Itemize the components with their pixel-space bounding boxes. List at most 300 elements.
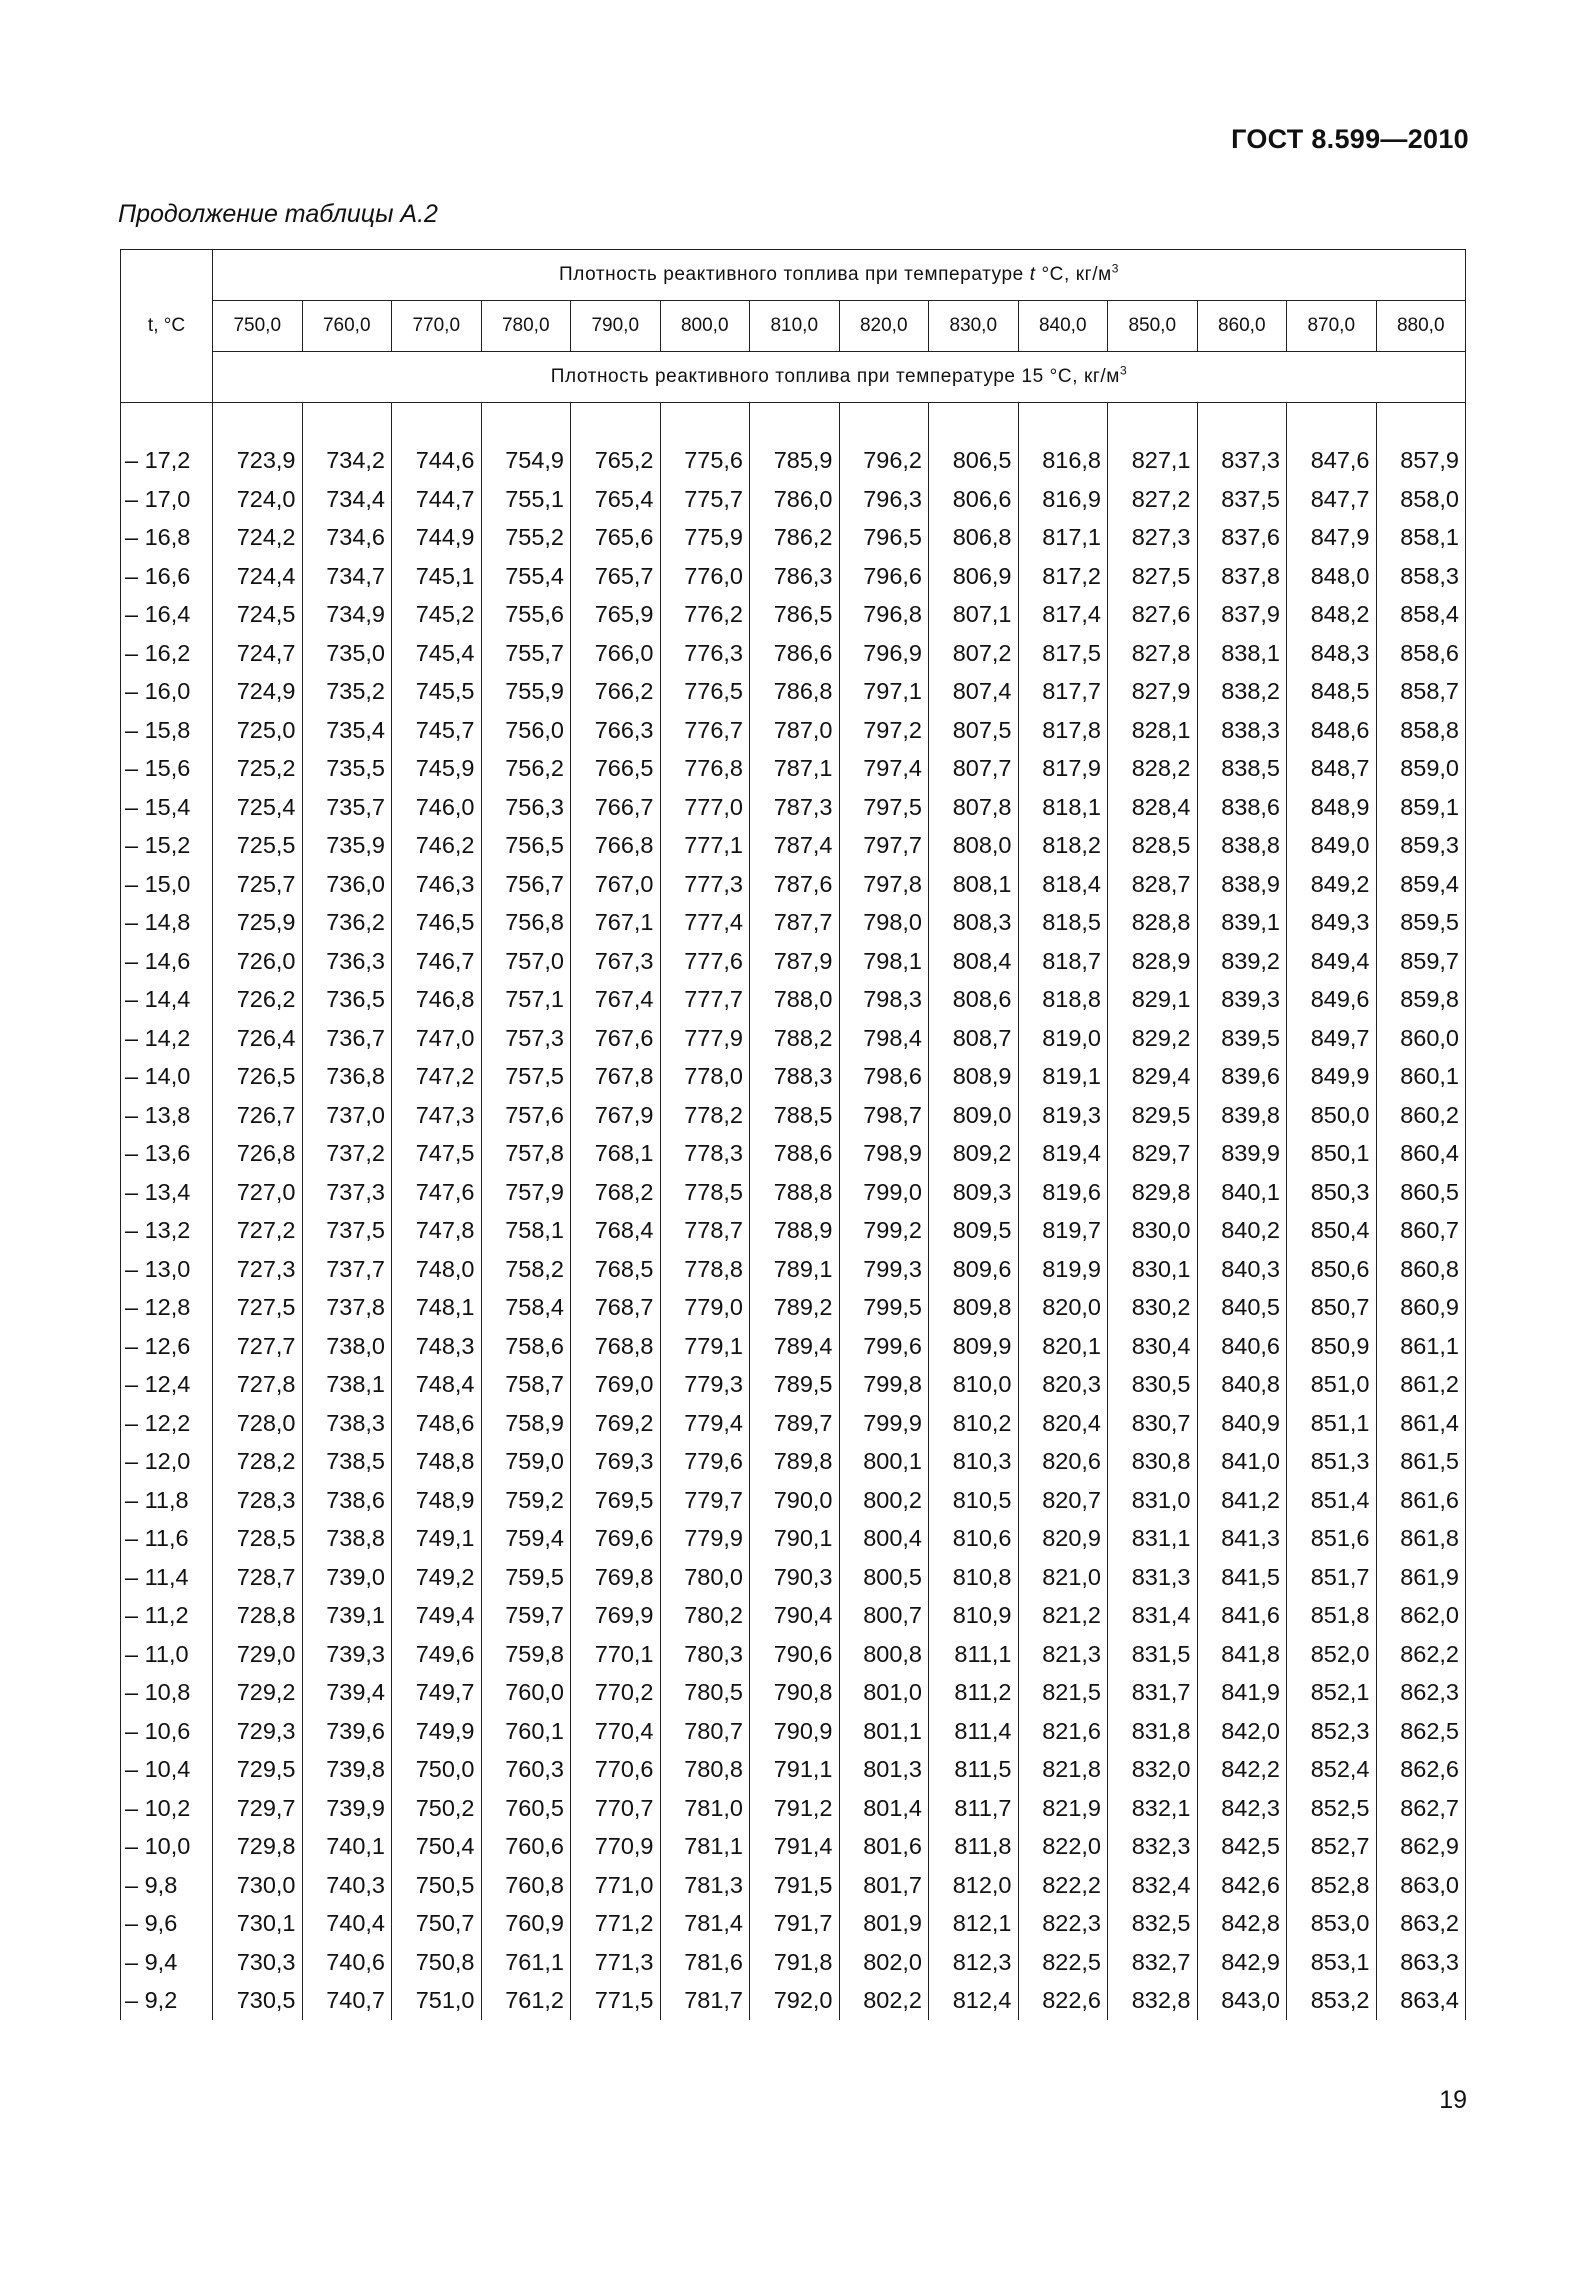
density-cell: 745,9	[392, 750, 482, 789]
temperature-cell: – 10,0	[121, 1828, 213, 1867]
density-cell: 849,0	[1287, 827, 1377, 866]
density-cell: 829,4	[1108, 1058, 1198, 1097]
temperature-cell: – 12,6	[121, 1327, 213, 1366]
density-cell: 768,7	[571, 1289, 661, 1328]
density-cell: 789,8	[750, 1443, 840, 1482]
temperature-cell: – 10,2	[121, 1789, 213, 1828]
density-cell: 827,3	[1108, 519, 1198, 558]
density-cell: 798,4	[839, 1019, 929, 1058]
density-cell: 812,0	[929, 1866, 1019, 1905]
density-column-header: 760,0	[302, 301, 392, 352]
density-cell: 786,5	[750, 596, 840, 635]
density-cell: 771,5	[571, 1982, 661, 2021]
spacer-cell	[1018, 403, 1108, 442]
spacer-cell	[121, 403, 213, 442]
density-cell: 842,8	[1197, 1905, 1287, 1944]
density-cell: 806,5	[929, 442, 1019, 481]
density-cell: 780,0	[660, 1558, 750, 1597]
density-cell: 739,1	[302, 1597, 392, 1636]
density-cell: 829,1	[1108, 981, 1198, 1020]
density-cell: 808,3	[929, 904, 1019, 943]
density-cell: 837,8	[1197, 557, 1287, 596]
density-cell: 802,2	[839, 1982, 929, 2021]
spacer-cell	[839, 403, 929, 442]
density-cell: 808,9	[929, 1058, 1019, 1097]
density-cell: 740,6	[302, 1943, 392, 1982]
density-cell: 809,8	[929, 1289, 1019, 1328]
density-cell: 730,1	[213, 1905, 303, 1944]
density-cell: 798,1	[839, 942, 929, 981]
density-cell: 807,4	[929, 673, 1019, 712]
table-row	[121, 1635, 1466, 1674]
density-column-header: 770,0	[392, 301, 482, 352]
density-cell: 806,8	[929, 519, 1019, 558]
density-cell: 760,8	[481, 1866, 571, 1905]
density-cell: 788,6	[750, 1135, 840, 1174]
density-cell: 787,9	[750, 942, 840, 981]
density-cell: 828,7	[1108, 865, 1198, 904]
density-cell: 760,9	[481, 1905, 571, 1944]
density-cell: 830,8	[1108, 1443, 1198, 1482]
density-cell: 791,5	[750, 1866, 840, 1905]
density-cell: 789,5	[750, 1366, 840, 1405]
density-cell: 740,4	[302, 1905, 392, 1944]
density-cell: 848,7	[1287, 750, 1377, 789]
density-cell: 838,3	[1197, 711, 1287, 750]
density-cell: 725,5	[213, 827, 303, 866]
density-cell: 728,0	[213, 1404, 303, 1443]
density-cell: 820,7	[1018, 1481, 1108, 1520]
density-cell: 827,9	[1108, 673, 1198, 712]
density-cell: 810,8	[929, 1558, 1019, 1597]
density-cell: 726,2	[213, 981, 303, 1020]
density-cell: 842,5	[1197, 1828, 1287, 1867]
density-cell: 750,5	[392, 1866, 482, 1905]
temperature-cell: – 13,6	[121, 1135, 213, 1174]
density-cell: 831,7	[1108, 1674, 1198, 1713]
temperature-cell: – 17,2	[121, 442, 213, 481]
density-cell: 840,3	[1197, 1250, 1287, 1289]
density-cell: 728,7	[213, 1558, 303, 1597]
density-cell: 817,2	[1018, 557, 1108, 596]
table-row	[121, 750, 1466, 789]
density-cell: 736,7	[302, 1019, 392, 1058]
spacer-cell	[1287, 403, 1377, 442]
density-cell: 831,3	[1108, 1558, 1198, 1597]
density-cell: 822,0	[1018, 1828, 1108, 1867]
density-cell: 839,9	[1197, 1135, 1287, 1174]
density-cell: 799,3	[839, 1250, 929, 1289]
density-cell: 801,3	[839, 1751, 929, 1790]
temperature-cell: – 13,0	[121, 1250, 213, 1289]
density-cell: 797,1	[839, 673, 929, 712]
density-cell: 785,9	[750, 442, 840, 481]
density-cell: 789,2	[750, 1289, 840, 1328]
density-values-header-row	[121, 301, 1466, 352]
table-row	[121, 673, 1466, 712]
density-cell: 739,8	[302, 1751, 392, 1790]
density-cell: 837,9	[1197, 596, 1287, 635]
density-cell: 810,3	[929, 1443, 1019, 1482]
density-cell: 859,3	[1376, 827, 1466, 866]
density-cell: 849,3	[1287, 904, 1377, 943]
temperature-cell: – 15,8	[121, 711, 213, 750]
density-cell: 746,8	[392, 981, 482, 1020]
density-cell: 776,8	[660, 750, 750, 789]
density-cell: 725,2	[213, 750, 303, 789]
density-column-header: 790,0	[571, 301, 661, 352]
density-cell: 735,7	[302, 788, 392, 827]
density-cell: 860,4	[1376, 1135, 1466, 1174]
density-cell: 830,5	[1108, 1366, 1198, 1405]
density-cell: 860,8	[1376, 1250, 1466, 1289]
density-cell: 735,4	[302, 711, 392, 750]
density-cell: 765,4	[571, 480, 661, 519]
density-cell: 750,8	[392, 1943, 482, 1982]
density-cell: 777,1	[660, 827, 750, 866]
density-cell: 808,0	[929, 827, 1019, 866]
spacer-cell	[392, 403, 482, 442]
density-cell: 860,7	[1376, 1212, 1466, 1251]
density-cell: 725,9	[213, 904, 303, 943]
density-cell: 747,3	[392, 1096, 482, 1135]
density-cell: 799,9	[839, 1404, 929, 1443]
table-row	[121, 1289, 1466, 1328]
density-cell: 775,6	[660, 442, 750, 481]
density-cell: 832,3	[1108, 1828, 1198, 1867]
density-cell: 818,1	[1018, 788, 1108, 827]
density-cell: 747,5	[392, 1135, 482, 1174]
density-cell: 728,2	[213, 1443, 303, 1482]
table-row	[121, 788, 1466, 827]
density-cell: 738,5	[302, 1443, 392, 1482]
density-table	[120, 249, 1466, 2020]
density-cell: 746,3	[392, 865, 482, 904]
density-cell: 734,7	[302, 557, 392, 596]
density-cell: 758,1	[481, 1212, 571, 1251]
table-row	[121, 1481, 1466, 1520]
density-cell: 812,4	[929, 1982, 1019, 2021]
temperature-cell: – 10,4	[121, 1751, 213, 1790]
density-cell: 848,6	[1287, 711, 1377, 750]
density-cell: 759,8	[481, 1635, 571, 1674]
density-cell: 775,9	[660, 519, 750, 558]
density-cell: 817,4	[1018, 596, 1108, 635]
density-cell: 781,4	[660, 1905, 750, 1944]
density-cell: 769,9	[571, 1597, 661, 1636]
density-cell: 819,6	[1018, 1173, 1108, 1212]
density-cell: 760,0	[481, 1674, 571, 1713]
density-cell: 849,4	[1287, 942, 1377, 981]
density-column-header: 800,0	[660, 301, 750, 352]
density-cell: 756,3	[481, 788, 571, 827]
t-column-header: t, °C	[121, 250, 213, 403]
density-column-header: 750,0	[213, 301, 303, 352]
density-cell: 841,2	[1197, 1481, 1287, 1520]
density-cell: 831,4	[1108, 1597, 1198, 1636]
table-row	[121, 1096, 1466, 1135]
density-cell: 820,6	[1018, 1443, 1108, 1482]
density-cell: 797,2	[839, 711, 929, 750]
density-cell: 766,0	[571, 634, 661, 673]
density-cell: 729,5	[213, 1751, 303, 1790]
density-cell: 737,8	[302, 1289, 392, 1328]
density-cell: 755,1	[481, 480, 571, 519]
table-body	[121, 403, 1466, 2021]
density-cell: 760,1	[481, 1712, 571, 1751]
density-cell: 848,2	[1287, 596, 1377, 635]
density-cell: 862,6	[1376, 1751, 1466, 1790]
density-cell: 728,3	[213, 1481, 303, 1520]
density-cell: 749,1	[392, 1520, 482, 1559]
density-cell: 816,8	[1018, 442, 1108, 481]
table-row	[121, 480, 1466, 519]
density-cell: 822,3	[1018, 1905, 1108, 1944]
density-cell: 778,0	[660, 1058, 750, 1097]
table-row	[121, 1173, 1466, 1212]
density-cell: 747,8	[392, 1212, 482, 1251]
density-cell: 858,0	[1376, 480, 1466, 519]
density-cell: 730,5	[213, 1982, 303, 2021]
density-cell: 842,6	[1197, 1866, 1287, 1905]
density-cell: 724,0	[213, 480, 303, 519]
density-cell: 801,7	[839, 1866, 929, 1905]
density-cell: 818,5	[1018, 904, 1108, 943]
density-cell: 791,1	[750, 1751, 840, 1790]
density-cell: 757,0	[481, 942, 571, 981]
density-cell: 821,6	[1018, 1712, 1108, 1751]
density-cell: 860,9	[1376, 1289, 1466, 1328]
density-cell: 817,1	[1018, 519, 1108, 558]
density-cell: 775,7	[660, 480, 750, 519]
temperature-cell: – 17,0	[121, 480, 213, 519]
density-cell: 838,6	[1197, 788, 1287, 827]
density-cell: 739,6	[302, 1712, 392, 1751]
density-cell: 779,1	[660, 1327, 750, 1366]
density-cell: 858,7	[1376, 673, 1466, 712]
density-cell: 735,2	[302, 673, 392, 712]
density-cell: 765,2	[571, 442, 661, 481]
density-cell: 738,3	[302, 1404, 392, 1443]
density-at-15-header: Плотность реактивного топлива при температуре 15 °C, $кг/м^3$	[213, 352, 1466, 403]
temperature-cell: – 9,6	[121, 1905, 213, 1944]
density-cell: 790,9	[750, 1712, 840, 1751]
temperature-cell: – 11,0	[121, 1635, 213, 1674]
density-cell: 725,7	[213, 865, 303, 904]
density-cell: 734,9	[302, 596, 392, 635]
density-cell: 852,0	[1287, 1635, 1377, 1674]
density-cell: 778,3	[660, 1135, 750, 1174]
density-cell: 817,7	[1018, 673, 1108, 712]
density-cell: 787,1	[750, 750, 840, 789]
temperature-cell: – 12,0	[121, 1443, 213, 1482]
density-cell: 769,0	[571, 1366, 661, 1405]
density-cell: 759,0	[481, 1443, 571, 1482]
table-header	[121, 250, 1466, 403]
spacer-cell	[1108, 403, 1198, 442]
density-cell: 729,2	[213, 1674, 303, 1713]
density-cell: 727,7	[213, 1327, 303, 1366]
density-cell: 724,4	[213, 557, 303, 596]
density-cell: 841,3	[1197, 1520, 1287, 1559]
density-cell: 759,7	[481, 1597, 571, 1636]
density-cell: 801,1	[839, 1712, 929, 1751]
density-cell: 729,7	[213, 1789, 303, 1828]
density-cell: 811,4	[929, 1712, 1019, 1751]
table-row	[121, 557, 1466, 596]
density-cell: 786,3	[750, 557, 840, 596]
density-cell: 730,0	[213, 1866, 303, 1905]
density-cell: 755,6	[481, 596, 571, 635]
density-cell: 796,9	[839, 634, 929, 673]
density-cell: 839,1	[1197, 904, 1287, 943]
density-cell: 776,7	[660, 711, 750, 750]
density-cell: 838,9	[1197, 865, 1287, 904]
density-cell: 852,8	[1287, 1866, 1377, 1905]
density-cell: 734,6	[302, 519, 392, 558]
density-cell: 820,0	[1018, 1289, 1108, 1328]
density-cell: 736,0	[302, 865, 392, 904]
density-cell: 808,6	[929, 981, 1019, 1020]
density-cell: 849,9	[1287, 1058, 1377, 1097]
density-cell: 776,3	[660, 634, 750, 673]
density-cell: 832,0	[1108, 1751, 1198, 1790]
temperature-cell: – 12,8	[121, 1289, 213, 1328]
density-cell: 799,6	[839, 1327, 929, 1366]
density-cell: 821,3	[1018, 1635, 1108, 1674]
spacer-cell	[481, 403, 571, 442]
density-cell: 852,7	[1287, 1828, 1377, 1867]
density-cell: 789,1	[750, 1250, 840, 1289]
table-row	[121, 1135, 1466, 1174]
density-cell: 780,2	[660, 1597, 750, 1636]
density-cell: 735,9	[302, 827, 392, 866]
density-cell: 838,2	[1197, 673, 1287, 712]
density-cell: 761,1	[481, 1943, 571, 1982]
density-cell: 725,0	[213, 711, 303, 750]
density-cell: 801,0	[839, 1674, 929, 1713]
density-cell: 852,4	[1287, 1751, 1377, 1790]
density-cell: 849,6	[1287, 981, 1377, 1020]
density-cell: 737,0	[302, 1096, 392, 1135]
density-cell: 837,3	[1197, 442, 1287, 481]
density-cell: 787,4	[750, 827, 840, 866]
spacer-cell	[571, 403, 661, 442]
density-cell: 770,6	[571, 1751, 661, 1790]
temperature-cell: – 13,8	[121, 1096, 213, 1135]
density-cell: 766,7	[571, 788, 661, 827]
density-cell: 769,8	[571, 1558, 661, 1597]
density-cell: 832,1	[1108, 1789, 1198, 1828]
density-cell: 822,6	[1018, 1982, 1108, 2021]
density-cell: 811,5	[929, 1751, 1019, 1790]
density-cell: 779,9	[660, 1520, 750, 1559]
density-cell: 861,9	[1376, 1558, 1466, 1597]
temperature-cell: – 11,4	[121, 1558, 213, 1597]
density-cell: 840,6	[1197, 1327, 1287, 1366]
density-cell: 817,8	[1018, 711, 1108, 750]
density-cell: 829,5	[1108, 1096, 1198, 1135]
density-cell: 798,6	[839, 1058, 929, 1097]
density-cell: 790,0	[750, 1481, 840, 1520]
density-cell: 850,1	[1287, 1135, 1377, 1174]
temperature-cell: – 13,2	[121, 1212, 213, 1251]
density-cell: 810,9	[929, 1597, 1019, 1636]
temperature-cell: – 10,6	[121, 1712, 213, 1751]
density-cell: 767,3	[571, 942, 661, 981]
density-cell: 748,0	[392, 1250, 482, 1289]
density-cell: 840,9	[1197, 1404, 1287, 1443]
density-cell: 746,7	[392, 942, 482, 981]
density-cell: 765,7	[571, 557, 661, 596]
density-cell: 779,4	[660, 1404, 750, 1443]
density-cell: 801,6	[839, 1828, 929, 1867]
density-cell: 791,4	[750, 1828, 840, 1867]
density-cell: 758,6	[481, 1327, 571, 1366]
density-cell: 786,0	[750, 480, 840, 519]
density-cell: 820,4	[1018, 1404, 1108, 1443]
density-cell: 792,0	[750, 1982, 840, 2021]
density-cell: 832,8	[1108, 1982, 1198, 2021]
density-column-header: 880,0	[1376, 301, 1466, 352]
density-cell: 862,9	[1376, 1828, 1466, 1867]
density-column-header: 820,0	[839, 301, 929, 352]
density-cell: 801,9	[839, 1905, 929, 1944]
density-cell: 811,7	[929, 1789, 1019, 1828]
density-cell: 746,5	[392, 904, 482, 943]
spacer-cell	[660, 403, 750, 442]
density-cell: 747,0	[392, 1019, 482, 1058]
density-cell: 861,4	[1376, 1404, 1466, 1443]
table-row	[121, 981, 1466, 1020]
density-cell: 778,8	[660, 1250, 750, 1289]
density-cell: 847,7	[1287, 480, 1377, 519]
density-cell: 861,8	[1376, 1520, 1466, 1559]
density-cell: 799,0	[839, 1173, 929, 1212]
table-row	[121, 1404, 1466, 1443]
density-cell: 756,7	[481, 865, 571, 904]
density-column-header: 840,0	[1018, 301, 1108, 352]
density-cell: 827,5	[1108, 557, 1198, 596]
density-cell: 747,6	[392, 1173, 482, 1212]
density-cell: 746,2	[392, 827, 482, 866]
spacer-cell	[1197, 403, 1287, 442]
density-cell: 852,5	[1287, 1789, 1377, 1828]
density-cell: 852,1	[1287, 1674, 1377, 1713]
density-cell: 740,7	[302, 1982, 392, 2021]
table-row	[121, 1866, 1466, 1905]
density-cell: 830,2	[1108, 1289, 1198, 1328]
density-cell: 859,8	[1376, 981, 1466, 1020]
temperature-cell: – 10,8	[121, 1674, 213, 1713]
density-cell: 750,4	[392, 1828, 482, 1867]
table-row	[121, 442, 1466, 481]
density-cell: 828,1	[1108, 711, 1198, 750]
density-cell: 851,4	[1287, 1481, 1377, 1520]
density-cell: 769,3	[571, 1443, 661, 1482]
density-cell: 839,6	[1197, 1058, 1287, 1097]
density-cell: 734,4	[302, 480, 392, 519]
density-cell: 758,9	[481, 1404, 571, 1443]
spacer-cell	[929, 403, 1019, 442]
table-row	[121, 1828, 1466, 1867]
density-cell: 767,6	[571, 1019, 661, 1058]
temperature-cell: – 16,8	[121, 519, 213, 558]
density-cell: 796,3	[839, 480, 929, 519]
table-row	[121, 1327, 1466, 1366]
density-cell: 819,7	[1018, 1212, 1108, 1251]
density-cell: 790,6	[750, 1635, 840, 1674]
